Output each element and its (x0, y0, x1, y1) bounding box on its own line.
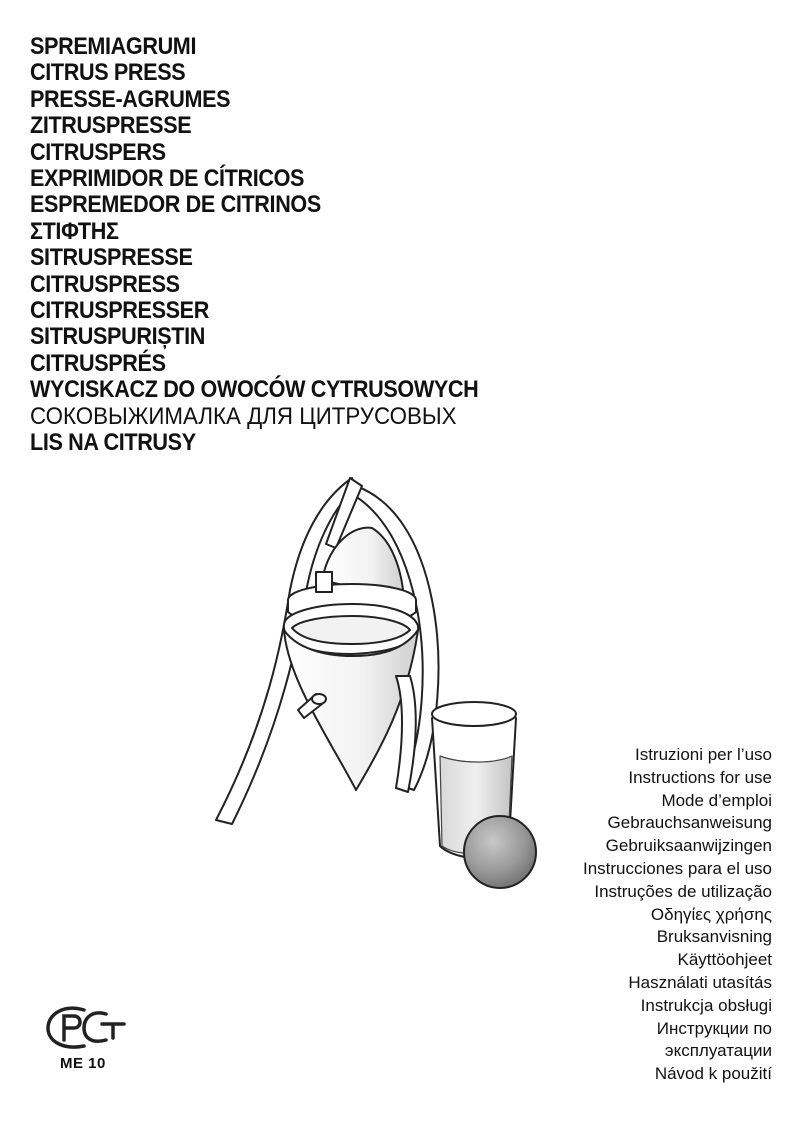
instructions-french: Mode d’emploi (661, 790, 772, 810)
pct-certification-logo-icon (44, 1002, 134, 1054)
title-norwegian: SITRUSPRESSE (30, 244, 193, 272)
product-title-list (30, 34, 528, 457)
title-dutch: CITRUSPERS (30, 138, 166, 166)
instructions-greek: Οδηγίες χρήσης (650, 904, 772, 924)
instructions-czech: Návod k použití (654, 1064, 772, 1084)
title-danish: CITRUSPRESSER (30, 297, 209, 325)
title-finnish: SITRUSPURIȘTIN (30, 323, 205, 351)
title-greek: ΣΤΙΦΤΗΣ (30, 217, 119, 245)
title-polish: WYCISKACZ DO OWOCÓW CYTRUSOWYCH (30, 376, 479, 404)
title-hungarian: CITRUSPRÉS (30, 349, 166, 377)
instructions-spanish: Instrucciones para el uso (583, 858, 772, 878)
title-portuguese: ESPREMEDOR DE CITRINOS (30, 191, 321, 219)
instructions-portuguese: Instruções de utilização (594, 881, 772, 901)
instructions-russian-line1: Инструкции по (656, 1018, 772, 1038)
instructions-polish: Instrukcja obsługi (640, 995, 772, 1015)
title-spanish: EXPRIMIDOR DE CÍTRICOS (30, 165, 305, 193)
certification-code: ME 10 (60, 1055, 106, 1072)
title-russian: СОКОВЫЖИМАЛКА ДЛЯ ЦИТРУСОВЫХ (30, 402, 457, 430)
title-french: PRESSE-AGRUMES (30, 85, 231, 113)
citrus-press-icon (200, 470, 590, 910)
instructions-italian: Istruzioni per l’uso (634, 745, 772, 764)
title-swedish: CITRUSPRESS (30, 270, 180, 298)
title-czech: LIS NA CITRUSY (30, 429, 196, 457)
instructions-hungarian: Használati utasítás (628, 972, 772, 992)
title-english: CITRUS PRESS (30, 59, 186, 87)
instructions-dutch: Gebruiksaanwijzingen (605, 836, 772, 856)
instructions-finnish: Käyttöohjeet (677, 950, 772, 970)
instructions-swedish: Bruksanvisning (656, 927, 772, 947)
title-italian: SPREMIAGRUMI (30, 33, 197, 60)
instructions-language-list (583, 744, 772, 1086)
instructions-english: Instructions for use (628, 767, 772, 787)
title-german: ZITRUSPRESSE (30, 112, 192, 140)
instructions-german: Gebrauchsanweisung (607, 813, 772, 833)
instructions-russian-line2: эксплуатации (664, 1041, 772, 1061)
